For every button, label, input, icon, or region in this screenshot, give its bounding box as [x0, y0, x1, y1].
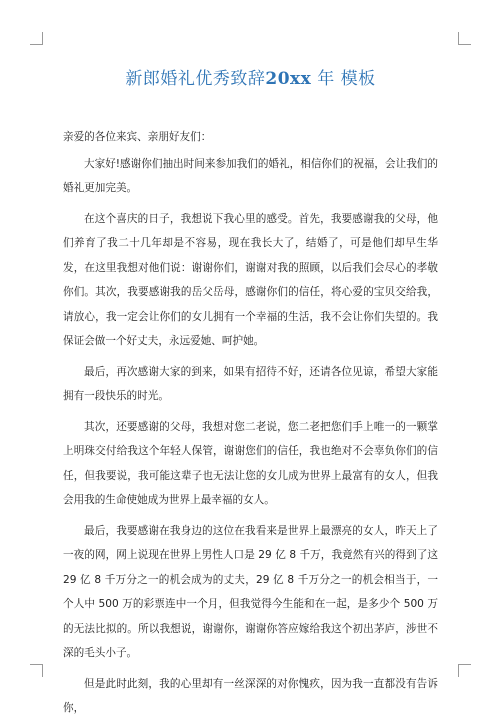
- title-prefix: 新郎婚礼优秀致辞: [125, 69, 266, 89]
- crop-mark-bottom-left: [30, 664, 43, 677]
- crop-mark-top-right: [458, 32, 471, 45]
- title-number: 20xx: [265, 69, 312, 89]
- document-title: [63, 64, 438, 89]
- paragraph-3: 最后，再次感谢大家的到来，如果有招待不好，还请各位见谅，希望大家能拥有一段快乐的时光。: [63, 365, 438, 402]
- greeting-line: 亲爱的各位来宾、亲朋好友们：: [63, 131, 212, 143]
- paragraph-4: 其次，还要感谢的父母，我想对您二老说，您二老把您们手上唯一的一颗掌上明珠交付给我这个年轻人保管，谢谢您们的信任，我也绝对不会辜负你们的信任，但我要说，我可能这辈子也无法让您的女儿成为世界上最富有的女人，但我会用我的生命使她成为世界上最幸福的女人。: [63, 420, 438, 506]
- paragraph-1: 大家好!感谢你们抽出时间来参加我们的婚礼，相信你们的祝福，会让我们的婚礼更加完美。: [63, 157, 438, 194]
- crop-mark-bottom-right: [458, 664, 471, 677]
- document-page: [63, 58, 438, 727]
- paragraph-5: 最后，我要感谢在我身边的这位在我看来是世界上最漂亮的女人，昨天上了一夜的网，网上说现在世界上男性人口是 29 亿 8 千万，我竟然有兴的得到了这 29 亿 8 千万分之一的机会成为的丈夫，29 亿 8 千万分之一的机会相当于，一个人中 500 万的彩票连中一个月，但我觉得今生能和在一起，是多少个 500 万的无法比拟的。所以我想说，谢谢你，谢谢你答应嫁给我这个初出茅庐，涉世不深的毛头小子。: [63, 524, 438, 659]
- paragraph-6: 但是此时此刻，我的心里却有一丝深深的对你愧疚，因为我一直都没有告诉你，: [63, 677, 438, 714]
- crop-mark-top-left: [30, 32, 43, 45]
- paragraph-2: 在这个喜庆的日子，我想说下我心里的感受。首先，我要感谢我的父母，他们养育了我二十几年却是不容易，现在我长大了，结婚了，可是他们却早生华发，在这里我想对他们说：谢谢你们，谢谢对我的照顾，以后我们会尽心的孝敬你们。其次，我要感谢我的岳父岳母，感谢你们的信任，将心爱的宝贝交给我，请放心，我一定会让你们的女儿拥有一个幸福的生活，我不会让你们失望的。我保证会做一个好丈夫，永远爱她、呵护她。: [63, 212, 438, 347]
- title-suffix: 年 模板: [317, 69, 376, 89]
